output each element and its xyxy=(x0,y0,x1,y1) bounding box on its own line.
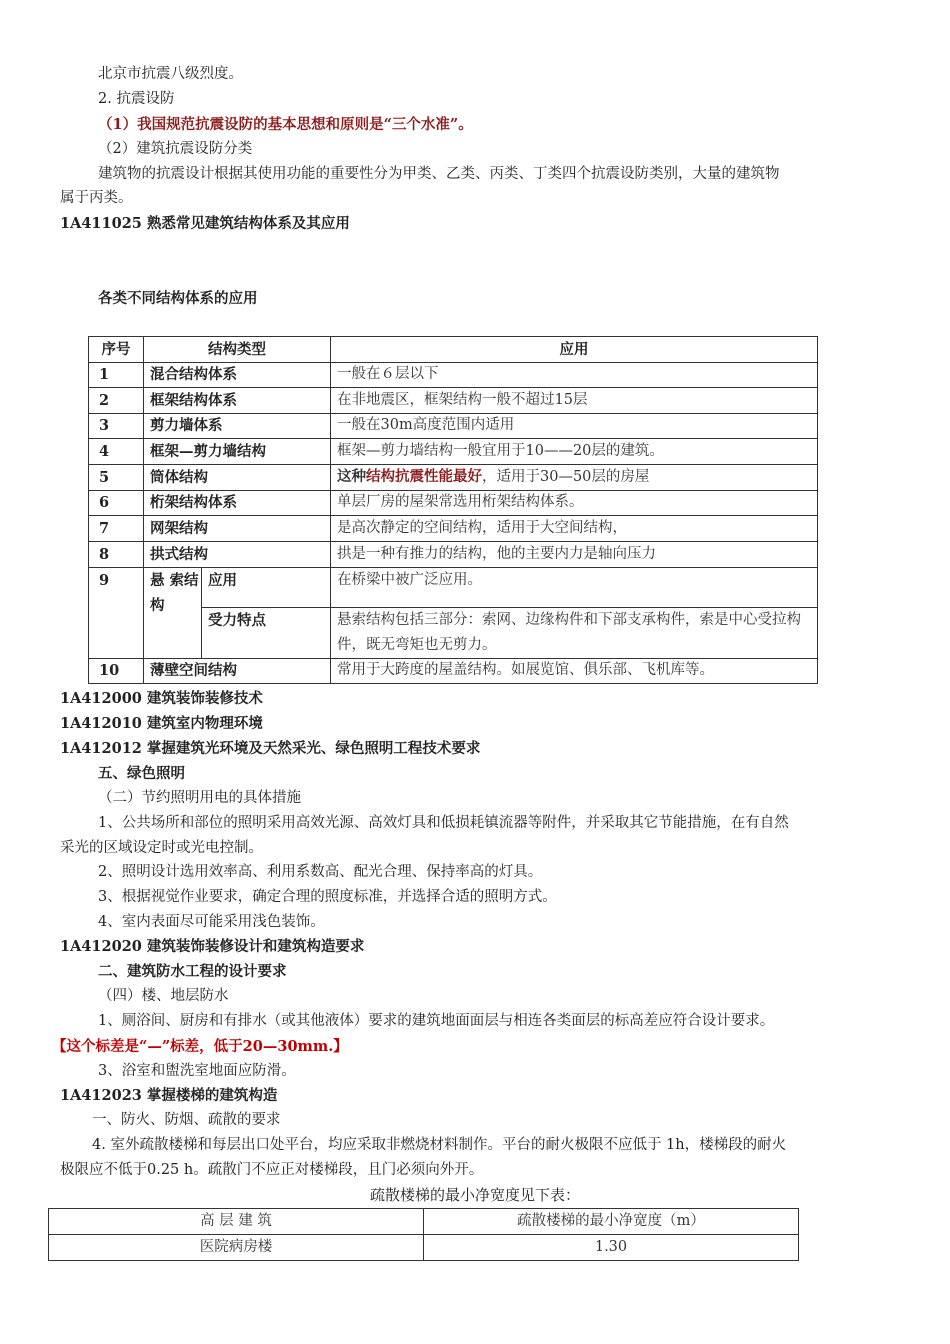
row-type: 剪力墙体系 xyxy=(144,414,331,439)
section-heading: 五、绿色照明 xyxy=(98,765,185,782)
row-no: 10 xyxy=(89,659,144,684)
paragraph-line: 4. 室外疏散楼梯和每层出口处平台，均应采取非燃烧材料制作。平台的耐火极限不应低于 1h，楼梯段的耐火 xyxy=(92,1137,787,1153)
row-width: 1.30 xyxy=(424,1235,799,1261)
text-line: 北京市抗震八级烈度。 xyxy=(98,66,243,82)
row-no: 1 xyxy=(89,363,144,388)
row-subtype: 应用 xyxy=(202,568,331,608)
paragraph-line: 1、公共场所和部位的照明采用高效光源、高效灯具和低损耗镇流器等附件，并采取其它节能措施，在有自然 xyxy=(98,815,789,831)
paragraph-line: 3、根据视觉作业要求，确定合理的照度标准，并选择合适的照明方式。 xyxy=(98,889,557,905)
table-row xyxy=(89,659,818,684)
section-heading: 二、建筑防水工程的设计要求 xyxy=(98,963,287,980)
table-header-row xyxy=(49,1209,799,1235)
row-app xyxy=(331,465,818,491)
structure-table xyxy=(88,336,818,684)
app-prefix: 这种 xyxy=(337,468,366,486)
chapter-heading: 1A412012 掌握建筑光环境及天然采光、绿色照明工程技术要求 xyxy=(60,740,481,757)
paragraph-line: 2、照明设计选用效率高、利用系数高、配光合理、保持率高的灯具。 xyxy=(98,864,543,880)
section-heading: 2. 抗震设防 xyxy=(98,91,175,107)
header-app: 应用 xyxy=(331,337,818,363)
app-highlight: 结构抗震性能最好 xyxy=(366,468,482,486)
row-no: 9 xyxy=(89,568,144,659)
note-line: 【这个标差是“—”标差，低于20—30mm.】 xyxy=(52,1038,348,1055)
row-type: 框架—剪力墙结构 xyxy=(144,439,331,465)
row-type: 薄壁空间结构 xyxy=(144,659,331,684)
row-app: 一般在６层以下 xyxy=(331,363,818,388)
header-no: 序号 xyxy=(89,337,144,363)
paragraph-line: 极限应不低于0.25 h。疏散门不应正对楼梯段，且门必须向外开。 xyxy=(60,1162,484,1178)
row-no: 7 xyxy=(89,516,144,542)
row-subtype: 受力特点 xyxy=(202,608,331,659)
row-no: 4 xyxy=(89,439,144,465)
table-row xyxy=(89,439,818,465)
row-type: 网架结构 xyxy=(144,516,331,542)
row-type: 桁架结构体系 xyxy=(144,491,331,516)
row-app: 在非地震区，框架结构一般不超过15层 xyxy=(331,388,818,414)
subsection-heading: （二）节约照明用电的具体措施 xyxy=(98,790,301,806)
table-row xyxy=(89,465,818,491)
table-row xyxy=(89,388,818,414)
subsection-heading: （四）楼、地层防水 xyxy=(98,988,229,1004)
chapter-heading: 1A411025 熟悉常见建筑结构体系及其应用 xyxy=(60,215,350,232)
row-app: 一般在30m高度范围内适用 xyxy=(331,414,818,439)
row-app: 在桥梁中被广泛应用。 xyxy=(331,568,818,608)
table-row xyxy=(89,542,818,568)
highlight-line: （1）我国规范抗震设防的基本思想和原则是“三个水准”。 xyxy=(98,116,473,133)
chapter-heading: 1A412020 建筑装饰装修设计和建筑构造要求 xyxy=(60,938,365,955)
row-no: 6 xyxy=(89,491,144,516)
chapter-heading: 1A412023 掌握楼梯的建筑构造 xyxy=(60,1087,278,1104)
paragraph-line: 采光的区域设定时或光电控制。 xyxy=(60,840,263,856)
header-building: 高 层 建 筑 xyxy=(49,1209,424,1235)
row-app: 框架—剪力墙结构一般宜用于10——20层的建筑。 xyxy=(331,439,818,465)
row-app: 常用于大跨度的屋盖结构。如展览馆、俱乐部、飞机库等。 xyxy=(331,659,818,684)
row-type: 混合结构体系 xyxy=(144,363,331,388)
table-row xyxy=(49,1235,799,1261)
header-width: 疏散楼梯的最小净宽度（m） xyxy=(424,1209,799,1235)
table-row xyxy=(89,516,818,542)
paragraph-line: 建筑物的抗震设计根据其使用功能的重要性分为甲类、乙类、丙类、丁类四个抗震设防类别，大量的建筑物 xyxy=(98,166,780,182)
table-caption: 疏散楼梯的最小净宽度见下表： xyxy=(369,1186,580,1204)
row-app: 单层厂房的屋架常选用桁架结构体系。 xyxy=(331,491,818,516)
row-no: 5 xyxy=(89,465,144,491)
header-type: 结构类型 xyxy=(144,337,331,363)
row-no: 3 xyxy=(89,414,144,439)
subsection-heading: （2）建筑抗震设防分类 xyxy=(98,141,253,157)
paragraph-line: 4、室内表面尽可能采用浅色装饰。 xyxy=(98,914,325,930)
table-header-row xyxy=(89,337,818,363)
table-row xyxy=(89,568,818,608)
row-app: 拱是一种有推力的结构，他的主要内力是轴向压力 xyxy=(331,542,818,568)
chapter-heading: 1A412010 建筑室内物理环境 xyxy=(60,715,263,732)
row-no: 8 xyxy=(89,542,144,568)
row-type: 拱式结构 xyxy=(144,542,331,568)
chapter-heading: 1A412000 建筑装饰装修技术 xyxy=(60,690,263,707)
paragraph-line: 1、厕浴间、厨房和有排水（或其他液体）要求的建筑地面面层与相连各类面层的标高差应符合设计要求。 xyxy=(98,1013,775,1029)
row-no: 2 xyxy=(89,388,144,414)
app-suffix: ，适用于30—50层的房屋 xyxy=(482,469,650,486)
paragraph-line: 属于丙类。 xyxy=(60,190,133,206)
paragraph-line: 3、浴室和盥洗室地面应防滑。 xyxy=(98,1063,296,1079)
stairs-width-table xyxy=(48,1208,799,1261)
table-row xyxy=(89,363,818,388)
section-heading: 一、防火、防烟、疏散的要求 xyxy=(92,1112,281,1128)
table-title: 各类不同结构体系的应用 xyxy=(98,290,258,307)
row-type: 框架结构体系 xyxy=(144,388,331,414)
row-type: 筒体结构 xyxy=(144,465,331,491)
table-row xyxy=(89,491,818,516)
row-app: 悬索结构包括三部分：索网、边缘构件和下部支承构件，索是中心受拉构件，既无弯矩也无剪力。 xyxy=(331,608,818,659)
row-app: 是高次静定的空间结构，适用于大空间结构， xyxy=(331,516,818,542)
row-type: 悬 索结构 xyxy=(144,568,202,659)
table-row xyxy=(89,414,818,439)
row-building: 医院病房楼 xyxy=(49,1235,424,1261)
